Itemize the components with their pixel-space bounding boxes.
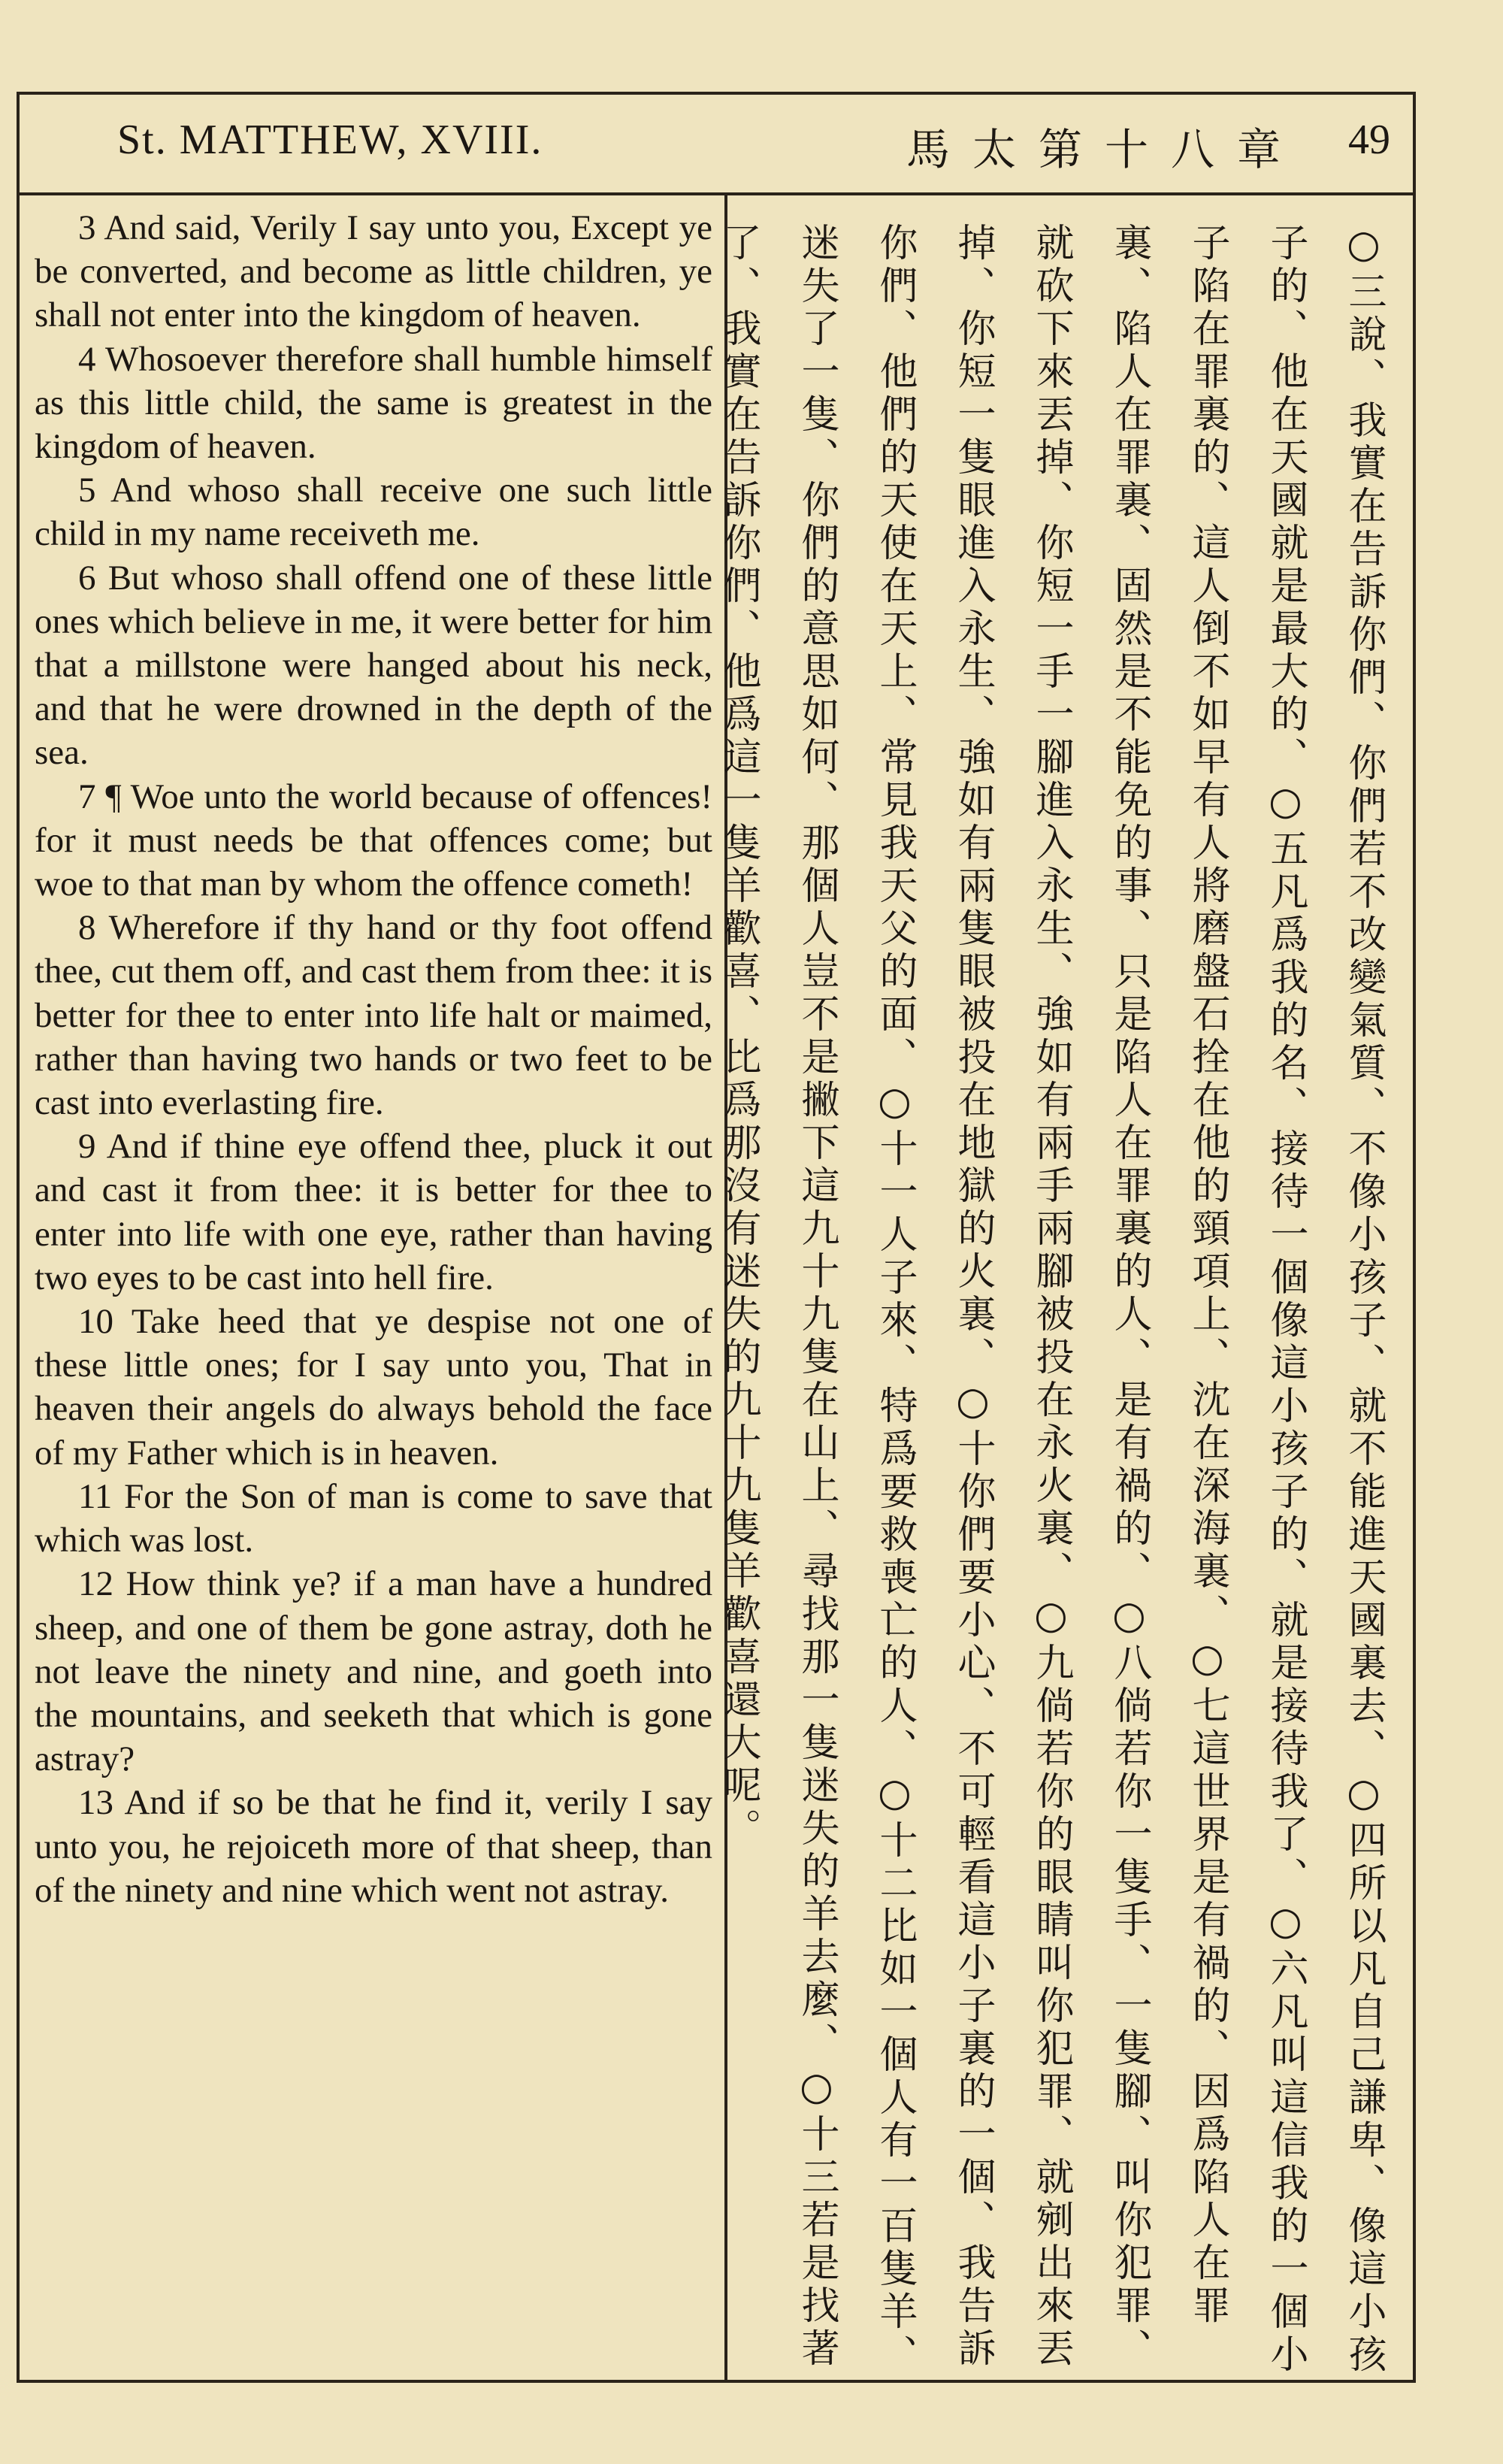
verse-10: 10 Take heed that ye despise not one of these little ones; for I say unto you, That in heaven their angels do always behold the face of my Father which is in heaven. xyxy=(35,1302,712,1473)
running-header xyxy=(20,95,1413,195)
verse-5: 5 And whoso shall receive one such little child in my name receiveth me. xyxy=(35,471,712,554)
verse-7: 7 ¶ Woe unto the world because of offences! for it must needs be that offences come; but woe to that man by whom the offence cometh! xyxy=(35,776,712,904)
english-column xyxy=(35,206,712,2371)
chinese-column xyxy=(716,222,1402,2380)
verse-9: 9 And if thine eye offend thee, pluck it out and cast it from thee: it is better for thee to enter into life with one eye, rather than having two eyes to be cast into hell fire. xyxy=(35,1127,712,1297)
page-number: 49 xyxy=(1348,117,1390,163)
verse-13: 13 And if so be that he find it, verily I say unto you, he rejoiceth more of that sheep, than of the ninety and nine which went not astray. xyxy=(35,1783,712,1910)
verse-8: 8 Wherefore if thy hand or thy foot offend thee, cut them off, and cast them from thee: it is better for thee to enter into life halt or maimed, rather than having two hands or two feet to be cast into everlasting fire. xyxy=(35,908,712,1123)
verse-4: 4 Whosoever therefore shall humble himself as this little child, the same is greatest in the kingdom of heaven. xyxy=(35,339,712,467)
english-title: St. MATTHEW, XVIII. xyxy=(117,117,543,163)
verse-11: 11 For the Son of man is come to save that which was lost. xyxy=(35,1476,712,1560)
verse-3: 3 And said, Verily I say unto you, Except ye be converted, and become as little children, ye shall not enter into the kingdom of heaven. xyxy=(35,208,712,335)
verse-6: 6 But whoso shall offend one of these little ones which believe in me, it were better for him that a millstone were hanged about his neck, and that he were drowned in the depth of the sea. xyxy=(35,558,712,773)
chinese-title: 馬太第十八章 xyxy=(906,124,1304,175)
chinese-verses-text: ○三說、我實在告訴你們、你們若不改變氣質、不像小孩子、就不能進天國裏去、○四所以凡自己謙卑、像這小孩子的、他在天國就是最大的、○五凡爲我的名、接待一個像這小孩子的、就是接待我了、○六凡叫這信我的一個小子陷在罪裏的、這人倒不如早有人將磨盤石拴在他的頸項上、沈在深海裏、○七這世界是有禍的、因爲陷人在罪裏、陷人在罪裏、固然是不能免的事、只是陷人在罪裏的人、是有禍的、○八倘若你一隻手、一隻腳、叫你犯罪、就砍下來丟掉、你短一手一腳進入永生、強如有兩手兩腳被投在永火裏、○九倘若你的眼睛叫你犯罪、就剜出來丟掉、你短一隻眼進入永生、強如有兩隻眼被投在地獄的火裏、○十你們要小心、不可輕看這小子裏的一個、我告訴你們、他們的天使在天上、常見我天父的面、○十一人子來、特爲要救喪亡的人、○十二比如一個人有一百隻羊、迷失了一隻、你們的意思如何、那個人豈不是撇下這九十九隻在山上、尋找那一隻迷失的羊去麼、○十三若是找著了、我實在告訴你們、他爲這一隻羊歡喜、比爲那沒有迷失的九十九隻羊歡喜還大呢。 xyxy=(716,222,1386,2377)
verse-12: 12 How think ye? if a man have a hundred sheep, and one of them be gone astray, doth he not leave the ninety and nine, and goeth into the mountains, and seeketh that which is gone astray? xyxy=(35,1564,712,1779)
page-frame xyxy=(17,92,1416,2383)
